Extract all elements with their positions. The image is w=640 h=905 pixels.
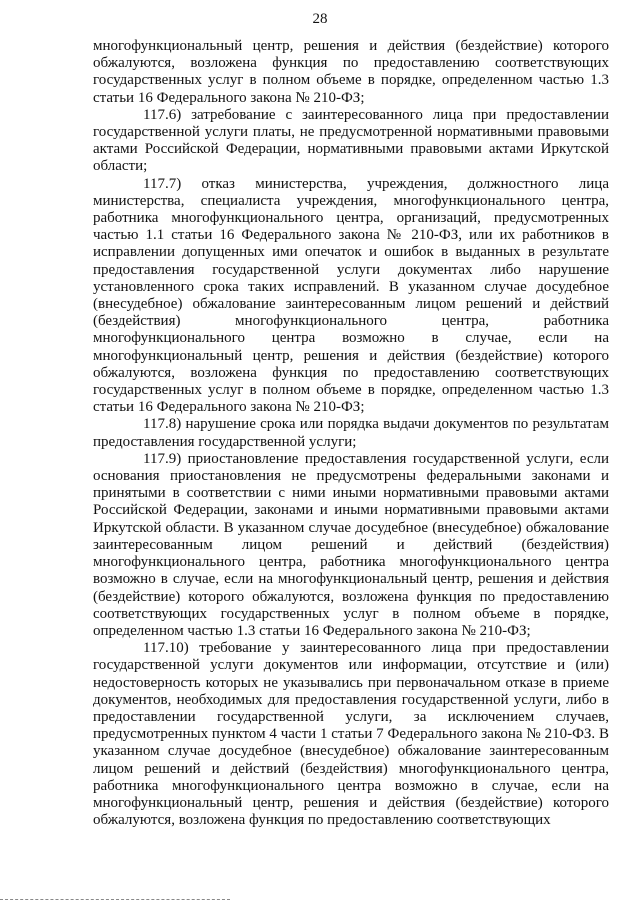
paragraph-117-6: 117.6) затребование с заинтересованного лица при предоставлении государственной услуги платы, не предусмотренной нормативными правовыми актами Российской Федерации, нормативными правовыми актами Иркутской области; xyxy=(93,106,609,175)
document-body xyxy=(93,38,609,829)
paragraph-117-7: 117.7) отказ министерства, учреждения, должностного лица министерства, специалиста учреждения, многофункционального центра, работника многофункционального центра, организаций, предусмотренных частью 1.1 статьи 16 Федерального закона № 210-ФЗ, или их работников в исправлении допущенных ими опечаток и ошибок в выданных в результате предоставления государственной услуги документах либо нарушение установленного срока таких исправлений. В указанном случае досудебное (внесудебное) обжалование заинтересованным лицом решений и действий (бездействия) многофункционального центра, работника многофункционального центра возможно в случае, если на многофункциональный центр, решения и действия (бездействие) которого обжалуются, возложена функция по предоставлению соответствующих государственных услуг в полном объеме в порядке, определенном частью 1.3 статьи 16 Федерального закона № 210-ФЗ; xyxy=(93,175,609,416)
page-number: 28 xyxy=(312,11,328,27)
paragraph-117-8: 117.8) нарушение срока или порядка выдачи документов по результатам предоставления государственной услуги; xyxy=(93,416,609,450)
paragraph-117-10: 117.10) требование у заинтересованного лица при предоставлении государственной услуги документов или информации, отсутствие и (или) недостоверность которых не указывались при первоначальном отказе в приеме документов, необходимых для предоставления государственной услуги, либо в предоставлении государственной услуги, за исключением случаев, предусмотренных пунктом 4 части 1 статьи 7 Федерального закона № 210-ФЗ. В указанном случае досудебное (внесудебное) обжалование заинтересованным лицом решений и действий (бездействия) многофункционального центра, работника многофункционального центра возможно в случае, если на многофункциональный центр, решения и действия (бездействие) которого обжалуются, возложена функция по предоставлению соответствующих xyxy=(93,640,609,829)
paragraph-117-9: 117.9) приостановление предоставления государственной услуги, если основания приостановления не предусмотрены федеральными законами и принятыми в соответствии с ними иными нормативными правовыми актами Российской Федерации, законами и иными нормативными правовыми актами Иркутской области. В указанном случае досудебное (внесудебное) обжалование заинтересованным лицом решений и действий (бездействия) многофункционального центра, работника многофункционального центра возможно в случае, если на многофункциональный центр, решения и действия (бездействие) которого обжалуются, возложена функция по предоставлению соответствующих государственных услуг в полном объеме в порядке, определенном частью 1.3 статьи 16 Федерального закона № 210-ФЗ; xyxy=(93,450,609,639)
scan-artifact-line xyxy=(0,899,230,901)
paragraph-continuation: многофункциональный центр, решения и действия (бездействие) которого обжалуются, возложена функция по предоставлению соответствующих государственных услуг в полном объеме в порядке, определенном частью 1.3 статьи 16 Федерального закона № 210-ФЗ; xyxy=(93,38,609,106)
